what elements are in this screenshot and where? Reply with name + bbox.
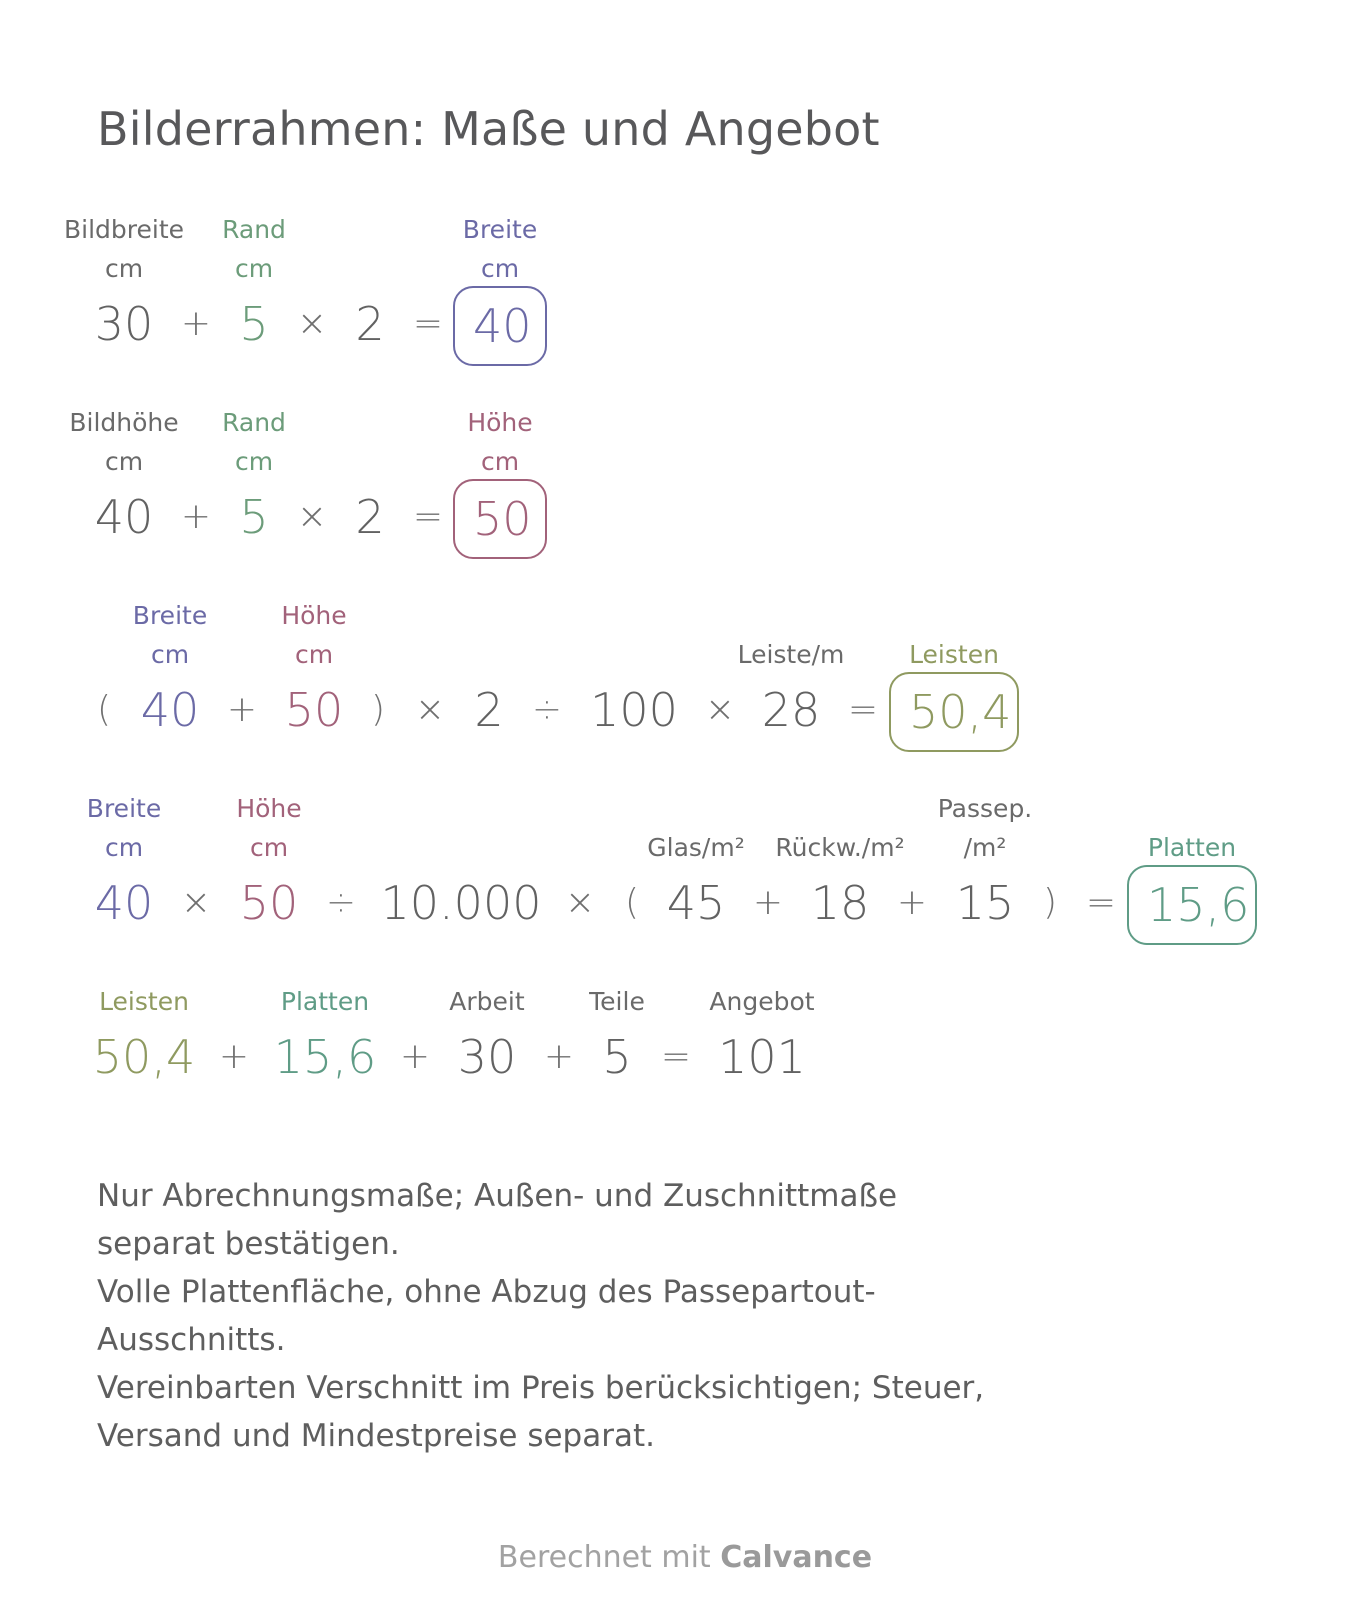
label-leiste-pro-m: Leiste/m [737, 640, 845, 669]
notes-block [97, 1172, 997, 1460]
label-breite: Breite [86, 794, 162, 823]
operator-plus: + [218, 1036, 250, 1077]
value-arbeit: 30 [457, 1030, 517, 1084]
paren-close: ) [370, 689, 386, 730]
operator-equals: = [660, 1036, 692, 1077]
operator-plus: + [896, 882, 928, 923]
page-title: Bilderrahmen: Maße und Angebot [97, 102, 880, 156]
unit-breite: cm [104, 833, 144, 862]
value-angebot: 101 [718, 1030, 806, 1084]
operator-equals: = [412, 496, 444, 537]
footer-brand: Calvance [720, 1540, 873, 1575]
label-angebot: Angebot [709, 987, 815, 1016]
result-platten: 15,6 [1127, 865, 1257, 945]
label-breite: Breite [462, 215, 538, 244]
label-glas: Glas/m² [647, 833, 745, 862]
equation-height [0, 403, 1370, 563]
equation-width [0, 210, 1370, 370]
label-arbeit: Arbeit [449, 987, 525, 1016]
operator-plus: + [180, 496, 212, 537]
unit-passepartout: /m² [963, 833, 1007, 862]
value-divisor: 100 [590, 683, 678, 737]
operator-times: × [704, 689, 736, 730]
footer-prefix: Berechnet mit [497, 1540, 711, 1575]
paren-open: ( [624, 882, 640, 923]
label-breite: Breite [132, 601, 208, 630]
operator-equals: = [847, 689, 879, 730]
paren-close: ) [1042, 882, 1058, 923]
unit-breite: cm [150, 640, 190, 669]
operator-equals: = [412, 303, 444, 344]
operator-plus: + [543, 1036, 575, 1077]
label-rand: Rand [222, 215, 286, 244]
operator-plus: + [226, 689, 258, 730]
label-rueckwand: Rückw./m² [775, 833, 905, 862]
value-factor: 2 [474, 683, 504, 737]
note-abrechnungsmasse: Nur Abrechnungsmaße; Außen- und Zuschnittmaße separat bestätigen. [97, 1178, 898, 1262]
value-bildhoehe: 40 [94, 490, 154, 544]
value-glas: 45 [666, 876, 726, 930]
label-bildbreite: Bildbreite [63, 215, 185, 244]
result-breite: 40 [453, 286, 547, 366]
unit-rand: cm [234, 254, 274, 283]
equation-platten [0, 789, 1370, 959]
unit-bildbreite: cm [104, 254, 144, 283]
result-leisten: 50,4 [889, 672, 1019, 752]
value-divisor: 10.000 [380, 876, 542, 930]
footer-credit [0, 1540, 1370, 1575]
label-bildhoehe: Bildhöhe [69, 408, 179, 437]
label-hoehe: Höhe [236, 794, 302, 823]
paren-open: ( [96, 689, 112, 730]
value-breite: 40 [94, 876, 154, 930]
value-bildbreite: 30 [94, 297, 154, 351]
value-rand: 5 [239, 297, 269, 351]
operator-times: × [564, 882, 596, 923]
value-hoehe: 50 [239, 876, 299, 930]
operator-plus: + [752, 882, 784, 923]
value-teile: 5 [602, 1030, 632, 1084]
operator-divide: ÷ [531, 689, 563, 730]
unit-hoehe: cm [249, 833, 289, 862]
equation-leisten [0, 596, 1370, 766]
label-passepartout: Passep. [937, 794, 1033, 823]
value-leisten: 50,4 [92, 1030, 196, 1084]
unit-hoehe: cm [480, 447, 520, 476]
label-hoehe: Höhe [281, 601, 347, 630]
value-factor: 2 [355, 297, 385, 351]
note-verschnitt: Vereinbarten Verschnitt im Preis berücksichtigen; Steuer, Versand und Mindestpreise separat. [97, 1370, 985, 1454]
value-hoehe: 50 [284, 683, 344, 737]
value-rueckwand: 18 [810, 876, 870, 930]
operator-plus: + [399, 1036, 431, 1077]
value-platten: 15,6 [273, 1030, 377, 1084]
unit-hoehe: cm [294, 640, 334, 669]
label-platten: Platten [1147, 833, 1237, 862]
value-rand: 5 [239, 490, 269, 544]
unit-rand: cm [234, 447, 274, 476]
note-plattenflaeche: Volle Plattenfläche, ohne Abzug des Passepartout-Ausschnitts. [97, 1274, 876, 1358]
label-teile: Teile [589, 987, 645, 1016]
label-hoehe: Höhe [467, 408, 533, 437]
value-factor: 2 [355, 490, 385, 544]
operator-times: × [180, 882, 212, 923]
value-leiste-pro-m: 28 [761, 683, 821, 737]
label-platten: Platten [280, 987, 370, 1016]
operator-times: × [296, 496, 328, 537]
operator-divide: ÷ [325, 882, 357, 923]
equation-angebot [0, 982, 1370, 1102]
label-leisten: Leisten [99, 987, 189, 1016]
operator-times: × [296, 303, 328, 344]
result-hoehe: 50 [453, 479, 547, 559]
label-leisten: Leisten [909, 640, 999, 669]
operator-equals: = [1085, 882, 1117, 923]
value-passepartout: 15 [955, 876, 1015, 930]
unit-bildhoehe: cm [104, 447, 144, 476]
operator-plus: + [180, 303, 212, 344]
operator-times: × [414, 689, 446, 730]
unit-breite: cm [480, 254, 520, 283]
label-rand: Rand [222, 408, 286, 437]
value-breite: 40 [140, 683, 200, 737]
